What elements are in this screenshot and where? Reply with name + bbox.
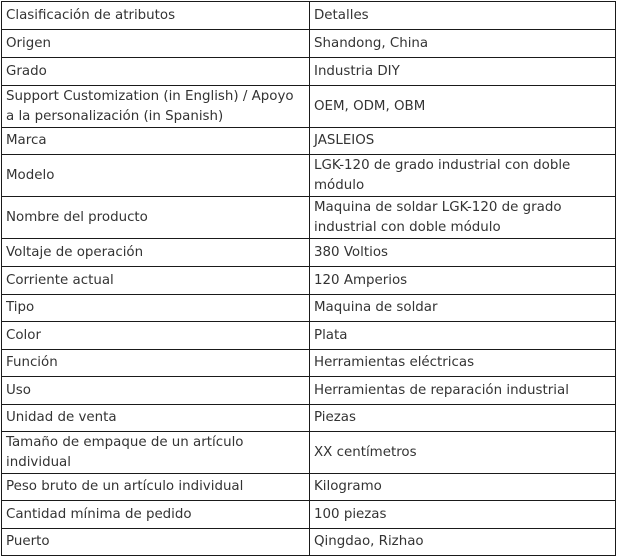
attribute-label: Corriente actual bbox=[2, 267, 310, 295]
table-row bbox=[2, 474, 616, 501]
attribute-value: 380 Voltios bbox=[310, 239, 616, 267]
table-row bbox=[2, 239, 616, 267]
attribute-label: Cantidad mínima de pedido bbox=[2, 501, 310, 529]
attribute-label: Unidad de venta bbox=[2, 405, 310, 432]
table-row bbox=[2, 128, 616, 155]
attribute-value: Qingdao, Rizhao bbox=[310, 529, 616, 556]
table-row bbox=[2, 322, 616, 350]
attribute-value: XX centímetros bbox=[310, 432, 616, 474]
attribute-value: 120 Amperios bbox=[310, 267, 616, 295]
attribute-label: Marca bbox=[2, 128, 310, 155]
table-row bbox=[2, 350, 616, 377]
attribute-value: Industria DIY bbox=[310, 58, 616, 86]
table-row bbox=[2, 432, 616, 474]
attribute-value: Shandong, China bbox=[310, 30, 616, 58]
attribute-value: Detalles bbox=[310, 2, 616, 30]
attribute-value: Herramientas eléctricas bbox=[310, 350, 616, 377]
attribute-value: OEM, ODM, OBM bbox=[310, 86, 616, 128]
table-row bbox=[2, 405, 616, 432]
attribute-label: Support Customization (in English) / Apoyo a la personalización (in Spanish) bbox=[2, 86, 310, 128]
attribute-value: Herramientas de reparación industrial bbox=[310, 377, 616, 405]
attribute-value: LGK-120 de grado industrial con doble módulo bbox=[310, 155, 616, 197]
table-row bbox=[2, 501, 616, 529]
table-row bbox=[2, 86, 616, 128]
table-row bbox=[2, 155, 616, 197]
attribute-label: Grado bbox=[2, 58, 310, 86]
attribute-value: Kilogramo bbox=[310, 474, 616, 501]
attribute-label: Función bbox=[2, 350, 310, 377]
attribute-label: Uso bbox=[2, 377, 310, 405]
attribute-label: Tipo bbox=[2, 295, 310, 322]
table-row bbox=[2, 30, 616, 58]
attribute-label: Color bbox=[2, 322, 310, 350]
table-row bbox=[2, 377, 616, 405]
attribute-label: Clasificación de atributos bbox=[2, 2, 310, 30]
table-row bbox=[2, 2, 616, 30]
attribute-value: Piezas bbox=[310, 405, 616, 432]
attribute-label: Voltaje de operación bbox=[2, 239, 310, 267]
attribute-value: 100 piezas bbox=[310, 501, 616, 529]
attribute-label: Tamaño de empaque de un artículo individual bbox=[2, 432, 310, 474]
table-row bbox=[2, 197, 616, 239]
attributes-table bbox=[1, 1, 616, 556]
table-row bbox=[2, 295, 616, 322]
attribute-label: Modelo bbox=[2, 155, 310, 197]
table-row bbox=[2, 58, 616, 86]
attribute-value: Maquina de soldar bbox=[310, 295, 616, 322]
attribute-value: Plata bbox=[310, 322, 616, 350]
attribute-label: Nombre del producto bbox=[2, 197, 310, 239]
table-row bbox=[2, 529, 616, 556]
attribute-label: Peso bruto de un artículo individual bbox=[2, 474, 310, 501]
table-row bbox=[2, 267, 616, 295]
attribute-label: Puerto bbox=[2, 529, 310, 556]
attribute-label: Origen bbox=[2, 30, 310, 58]
attribute-value: JASLEIOS bbox=[310, 128, 616, 155]
attribute-value: Maquina de soldar LGK-120 de grado industrial con doble módulo bbox=[310, 197, 616, 239]
